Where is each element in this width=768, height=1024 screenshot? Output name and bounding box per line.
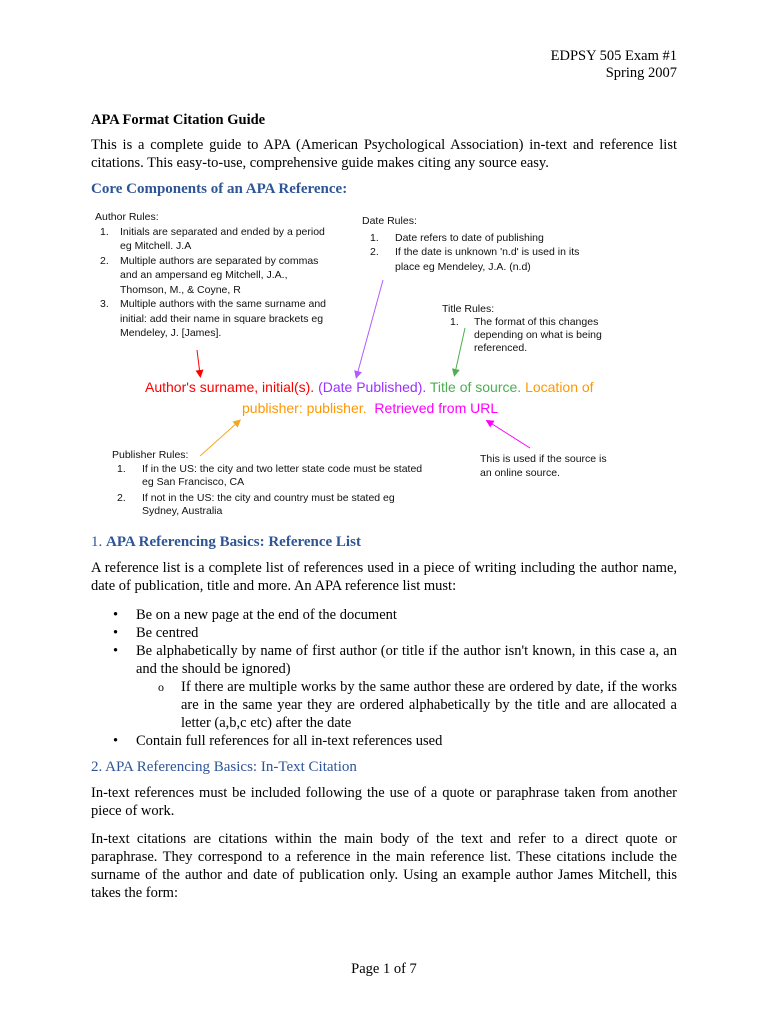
title-rules-label: Title Rules: [442, 303, 495, 315]
intro-paragraph: This is a complete guide to APA (American Psychological Association) in-text and reference list citations. This easy-to-use, comprehensive guide makes citing any source easy. [91, 137, 677, 171]
section2-heading: 2. APA Referencing Basics: In-Text Citation [91, 759, 357, 775]
date-arrow [357, 280, 383, 375]
ref-author-part: Author's surname, initial(s). [145, 379, 315, 395]
date-rule-item: 1. Date refers to date of publishing [370, 231, 544, 244]
publisher-rules-label: Publisher Rules: [112, 449, 189, 461]
core-components-heading: Core Components of an APA Reference: [91, 181, 348, 197]
list-item: • Be alphabetically by name of first author (or title if the author isn't known, in this case a, an and the should be ignored) o If there are multiple works by the same author these are ordered by date, if the works are in the same year they are ordered alphabetically by the title and are allocated a letter (a,b,c etc) after the date [113, 643, 677, 731]
ref-publisher-part: publisher: publisher. [242, 400, 367, 416]
ref-location-part: Location of [525, 379, 594, 395]
list-item: • Be centred [113, 625, 199, 641]
section1-number: 1. [91, 534, 103, 550]
title-rule-item: 1. The format of this changes depending on what is being referenced. [450, 316, 602, 354]
date-rules-label: Date Rules: [362, 215, 417, 227]
url-arrow [489, 422, 530, 448]
list-item: • Be on a new page at the end of the document [113, 607, 397, 623]
list-item: • Contain full references for all in-text references used [113, 733, 443, 749]
author-rule-item: 2. Multiple authors are separated by commas and an ampersand eg Mitchell, J.A., Thomson, M., & Coyne, R [100, 254, 319, 296]
sub-list-item: o If there are multiple works by the same author these are ordered by date, if the works are in the same year they are ordered alphabetically by the title and are allocated a letter (a,b,c etc) after the date [158, 679, 677, 731]
section1-heading [91, 534, 361, 551]
publisher-rule-item: 2. If not in the US: the city and country must be stated eg Sydney, Australia [117, 491, 395, 517]
ref-title-part: Title of source. [429, 379, 522, 395]
publisher-arrow [200, 422, 238, 456]
url-note: This is used if the source is an online source. [480, 453, 607, 479]
section1-title: APA Referencing Basics: Reference List [106, 534, 361, 550]
author-rules-label: Author Rules: [95, 211, 159, 223]
section2-paragraph-2: In-text citations are citations within the main body of the text and refer to a direct quote or paraphrase. They correspond to a reference in the main reference list. These citations include the surname of the author and date of publication only. Using an example author James Mitchell, this takes the form: [91, 831, 677, 901]
section1-paragraph: A reference list is a complete list of references used in a piece of writing including the author name, date of publication, title and more. An APA reference list must: [91, 560, 677, 594]
section2-paragraph-1: In-text references must be included following the use of a quote or paraphrase taken from another piece of work. [91, 785, 677, 819]
title-arrow [455, 328, 465, 373]
ref-url-part: Retrieved from URL [374, 400, 499, 416]
author-rule-item: 3. Multiple authors with the same surname and initial: add their name in square brackets eg Mendeley, J. [James]. [100, 298, 327, 339]
document-title: APA Format Citation Guide [91, 112, 266, 128]
page-number: Page 1 of 7 [351, 961, 417, 977]
reference-list-rules [91, 606, 677, 750]
author-arrow [197, 350, 200, 374]
course-exam-label: EDPSY 505 Exam #1 [550, 48, 677, 64]
author-rule-item: 1. Initials are separated and ended by a period eg Mitchell. J.A [100, 225, 325, 252]
publisher-rule-item: 1. If in the US: the city and two letter state code must be stated eg San Francisco, CA [117, 462, 423, 488]
ref-date-part: (Date Published). [318, 379, 427, 395]
date-rule-item: 2. If the date is unknown 'n.d' is used in its place eg Mendeley, J.A. (n.d) [370, 246, 580, 273]
term-label: Spring 2007 [605, 65, 677, 81]
